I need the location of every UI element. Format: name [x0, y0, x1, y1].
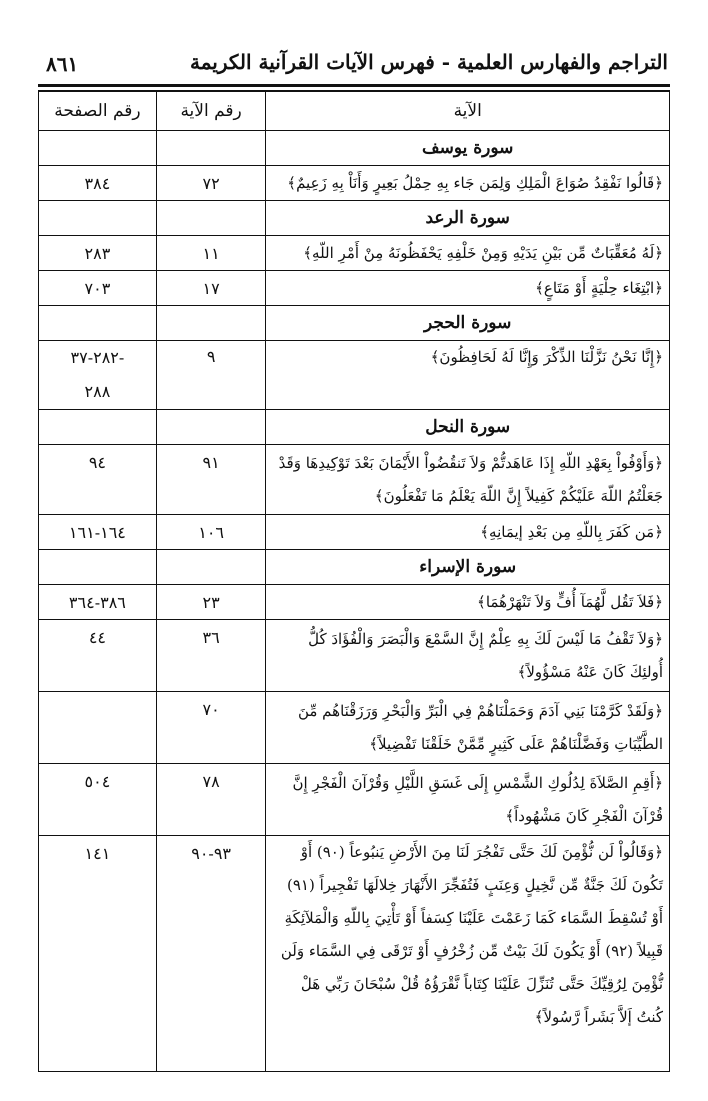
ayah-text: ﴿أَقِمِ الصَّلاَةَ لِدُلُوكِ الشَّمْسِ إِلَى غَسَقِ اللَّيْلِ وَقُرْآنَ الْفَجْرِ إِنَّ قُرْآنَ الْفَجْرِ كَانَ مَشْهُوداً﴾ [266, 764, 670, 836]
ayah-text: ﴿ابْتِغَاء حِلْيَةٍ أَوْ مَتَاعٍ﴾ [266, 271, 670, 306]
ayah-number: ٧٢ [156, 166, 266, 201]
col-ayah-header: الآية [266, 92, 670, 131]
sura-title: سورة الحجر [266, 306, 670, 341]
page-number-cell: ٩٤ [39, 445, 157, 515]
page-number: ٨٦١ [46, 52, 79, 76]
ayah-number: ٩١ [156, 445, 266, 515]
sura-title: سورة النحل [266, 410, 670, 445]
page-header [38, 48, 670, 82]
header-rule-thick [38, 84, 670, 87]
page-number-cell: ١٦٤-١٦١ [39, 515, 157, 550]
ayah-text: ﴿إِنَّا نَحْنُ نَزَّلْنَا الذِّكْرَ وَإِنَّا لَهُ لَحَافِظُونَ﴾ [266, 341, 670, 410]
page-range: -٢٨٢-٣٧ [70, 348, 125, 367]
col-ayah-number-header: رقم الآية [156, 92, 266, 131]
page-number-cell: ٢٨٣ [39, 236, 157, 271]
page-number-cell [39, 692, 157, 764]
ayah-text: ﴿قَالُوا نَفْقِدُ صُوَاعَ الْمَلِكِ وَلِمَن جَاء بِهِ حِمْلُ بَعِيرٍ وَأَنَاْ بِهِ زَعِيمٌ﴾ [266, 166, 670, 201]
ayah-number: ١٠٦ [156, 515, 266, 550]
page-number-cell: ٣٨٤ [39, 166, 157, 201]
page-number-cell: ٧٠٣ [39, 271, 157, 306]
running-title: التراجم والفهارس العلمية - فهرس الآيات القرآنية الكريمة [190, 50, 668, 74]
ayah-number: ٧٨ [156, 764, 266, 836]
sura-title: سورة يوسف [266, 131, 670, 166]
page-number-cell: ٣٨٦-٣٦٤ [39, 585, 157, 620]
page-range-cont: ٢٨٨ [84, 382, 111, 401]
ayah-text: ﴿وَقَالُواْ لَن نُّؤْمِنَ لَكَ حَتَّى تَفْجُرَ لَنَا مِنَ الأَرْضِ يَنبُوعاً (٩٠) أَوْ تَكُونَ لَكَ جَنَّةٌ مِّن نَّخِيلٍ وَعِنَبٍ فَتُفَجِّرَ الأَنْهَارَ خِلالَهَا تَفْجِيراً (٩١) أَوْ تُسْقِطَ السَّمَاء كَمَا زَعَمْتَ عَلَيْنَا كِسَفاً أَوْ تَأْتِيَ بِاللّهِ وَالْمَلآئِكَةِ قَبِيلاً (٩٢) أَوْ يَكُونَ لَكَ بَيْتٌ مِّن زُخْرُفٍ أَوْ تَرْقَى فِي السَّمَاء وَلَن نُّؤْمِنَ لِرُقِيِّكَ حَتَّى تُنَزِّلَ عَلَيْنَا كِتَاباً نَّقْرَؤُهُ قُلْ سُبْحَانَ رَبِّي هَلْ كُنتُ إَلاَّ بَشَراً رَّسُولاً﴾ [266, 836, 670, 1072]
ayah-text: ﴿لَهُ مُعَقِّبَاتٌ مِّن بَيْنِ يَدَيْهِ وَمِنْ خَلْفِهِ يَحْفَظُونَهُ مِنْ أَمْرِ اللّهِ﴾ [266, 236, 670, 271]
col-page-number-header: رقم الصفحة [39, 92, 157, 131]
ayah-number: ٩ [156, 341, 266, 410]
ayah-number: ٩٣-٩٠ [156, 836, 266, 1072]
page-number-cell: ٥٠٤ [39, 764, 157, 836]
page-number-cell: ٤٤ [39, 620, 157, 692]
page-number-cell [39, 341, 157, 410]
sura-title: سورة الرعد [266, 201, 670, 236]
ayah-number: ١٧ [156, 271, 266, 306]
ayah-number: ٢٣ [156, 585, 266, 620]
ayah-text: ﴿فَلاَ تَقُل لَّهُمَآ أُفٍّ وَلاَ تَنْهَرْهُمَا﴾ [266, 585, 670, 620]
ayah-number: ٧٠ [156, 692, 266, 764]
ayah-number: ٣٦ [156, 620, 266, 692]
ayah-text: ﴿مَن كَفَرَ بِاللّهِ مِن بَعْدِ إيمَانِهِ﴾ [266, 515, 670, 550]
ayah-index-table [38, 91, 670, 1072]
page-number-cell: ١٤١ [39, 836, 157, 1072]
ayah-number: ١١ [156, 236, 266, 271]
ayah-text: ﴿وَلاَ تَقْفُ مَا لَيْسَ لَكَ بِهِ عِلْمٌ إِنَّ السَّمْعَ وَالْبَصَرَ وَالْفُؤَادَ كُلُّ أُولئِكَ كَانَ عَنْهُ مَسْؤُولاً﴾ [266, 620, 670, 692]
ayah-text: ﴿وَلَقَدْ كَرَّمْنَا بَنِي آدَمَ وَحَمَلْنَاهُمْ فِي الْبَرِّ وَالْبَحْرِ وَرَزَقْنَاهُم مِّنَ الطَّيِّبَاتِ وَفَضَّلْنَاهُمْ عَلَى كَثِيرٍ مِّمَّنْ خَلَقْنَا تَفْضِيلاً﴾ [266, 692, 670, 764]
ayah-text: ﴿وَأَوْفُواْ بِعَهْدِ اللّهِ إِذَا عَاهَدتُّمْ وَلاَ تَنقُضُواْ الأَيْمَانَ بَعْدَ تَوْكِيدِهَا وَقَدْ جَعَلْتُمُ اللّهَ عَلَيْكُمْ كَفِيلاً إِنَّ اللّهَ يَعْلَمُ مَا تَفْعَلُونَ﴾ [266, 445, 670, 515]
sura-title: سورة الإسراء [266, 550, 670, 585]
